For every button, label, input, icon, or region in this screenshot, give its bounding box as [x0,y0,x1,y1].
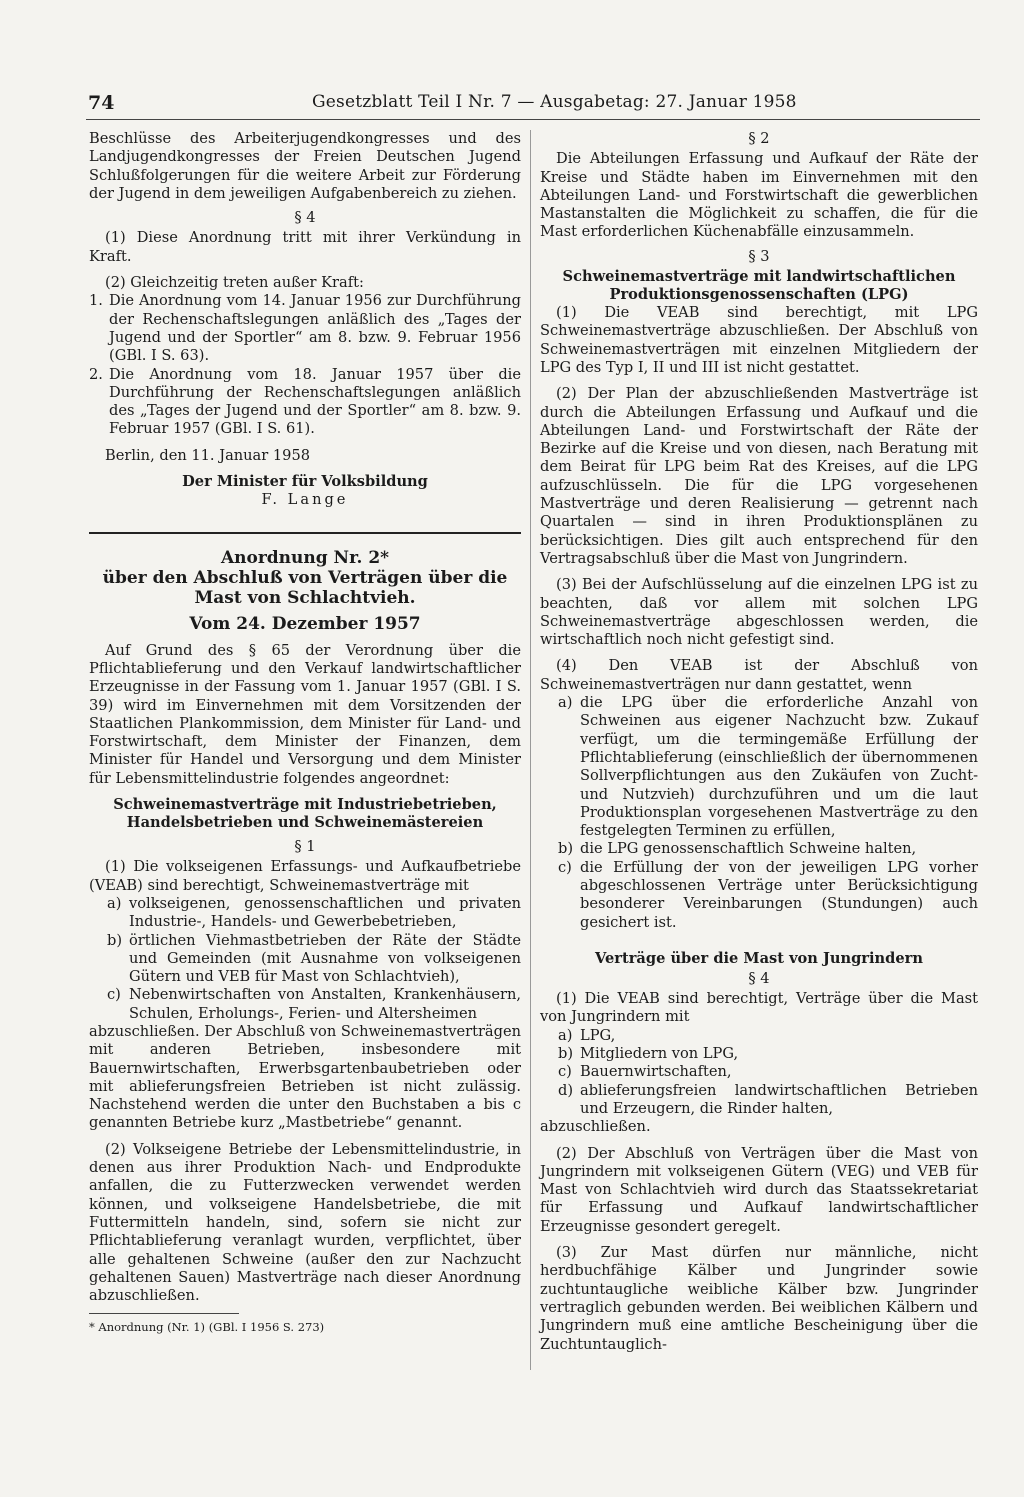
list-item-letter: b) [107,931,123,949]
section-4-heading: § 4 [294,209,316,227]
list-item [540,1045,978,1063]
section-4-paragraph-1-continued: abzuschließen. [540,1118,651,1136]
document-title-line-1: Anordnung Nr. 2* [220,547,390,568]
section-heading-industry: Schweinemastverträge mit Industriebetrieben, Handelsbetrieben und Schweinemästereien [113,796,497,832]
list-item [540,1082,978,1119]
section-4-paragraph-2: (2) Der Abschluß von Verträgen über die Mast von Jungrindern mit volkseigenen Gütern (VEG) und VEB für Mast von Schlachtvieh wird durch das Staatssekretariat für Erfassung und Aufkauf landwirtschaftlicher Erzeugnisse gesondert geregelt. [540,1144,978,1235]
list-item [540,694,978,840]
list-item-letter: a) [107,894,122,912]
list-item [89,895,521,932]
list-item-letter: c) [107,986,121,1004]
list-item-text: die LPG über die erforderliche Anzahl von Schweinen aus eigener Nachzucht bzw. Zukauf verfügt, um die termingemäße Erfüllung der Pflichtablieferung (einschließlich der übernommenen Sollverpflichtungen aus den Zukäufen von Zucht- und Nutzvieh) durchzuführen und um die laut Produktionsplan vorgesehenen Mastverträge zu den festgelegten Terminen zu erfüllen, [580,694,978,840]
section-4-paragraph-1: (1) Diese Anordnung tritt mit ihrer Verkündung in Kraft. [89,229,521,265]
section-2-heading: § 2 [748,130,770,147]
section-4-paragraph-2: (2) Gleichzeitig treten außer Kraft: [105,274,364,292]
footnote: * Anordnung (Nr. 1) (GBl. I 1956 S. 273) [89,1320,325,1335]
signer-name: F. Lange [261,491,349,509]
running-title: Gesetzblatt Teil I Nr. 7 — Ausgabetag: 27. Januar 1958 [312,92,797,112]
list-item-letter: c) [558,858,572,876]
section-4-paragraph-1: (1) Die VEAB sind berechtigt, Verträge über die Mast von Jungrindern mit [540,990,978,1026]
list-item-letter: b) [558,1045,574,1063]
list-item [89,932,521,987]
list-item [89,292,521,365]
section-3-paragraph-2: (2) Der Plan der abzuschließenden Mastverträge ist durch die Abteilungen Erfassung und Aufkauf und die Abteilungen Land- und Forstwirtschaft der Räte der Bezirke auf die Kreise und von diesen, nach Beratung mit dem Beirat für LPG beim Rat des Kreises, auf die LPG aufzuschlüsseln. Die für die LPG vorgesehenen Mastverträge und deren Realisierung — getrennt nach Quartalen — sind in ihren Produktionsplänen zu berücksichtigen. Dies gilt auch entsprechend für den Vertragsabschluß über die Mast von Jungrindern. [540,385,978,567]
section-4-paragraph-3: (3) Zur Mast dürfen nur männliche, nicht herdbuchfähige Kälber und Jungrinder sowie zuchtuntaugliche weibliche Kälber bzw. Jungrinder vertraglich gebunden werden. Bei weiblichen Kälbern und Jungrindern muß eine amtliche Bescheinigung über die Zuchtuntauglich- [540,1244,978,1353]
column-divider [530,130,531,1370]
list-item-number: 2. [89,365,103,383]
section-3-paragraph-1: (1) Die VEAB sind berechtigt, mit LPG Schweinemastverträge abzuschließen. Der Abschluß von Schweinemastverträgen mit einzelnen Mitgliedern der LPG des Typ I, II und III ist nicht gestattet. [540,304,978,376]
list-item [540,859,978,932]
document-date: Vom 24. Dezember 1957 [189,613,421,634]
list-item-number: 1. [89,292,103,310]
list-item [89,366,521,439]
section-3-paragraph-3: (3) Bei der Aufschlüsselung auf die einzelnen LPG ist zu beachten, daß vor allem mit solchen LPG Schweinemastverträge abgeschlossen werden, die wirtschaftlich noch nicht gefestigt sind. [540,576,978,649]
right-column [540,130,978,1354]
page-number: 74 [88,92,115,114]
list-item-letter: a) [558,1026,573,1044]
header-rule [86,119,980,120]
list-item-letter: b) [558,840,574,858]
list-item-text: die Erfüllung der von der jeweiligen LPG vorher abgeschlossenen Verträge unter Berücksichtigung besonderer Vereinbarungen (Stundungen) auch gesichert ist. [580,858,978,931]
section-2-paragraph: Die Abteilungen Erfassung und Aufkauf der Räte der Kreise und Städte haben im Einvernehmen mit den Abteilungen Land- und Forstwirtschaft die gewerblichen Mastanstalten die Möglichkeit zu schaffen, die für die Mast erforderlichen Küchenabfälle einzusammeln. [540,150,978,241]
list-item-text: ablieferungsfreien landwirtschaftlichen Betrieben und Erzeugern, die Rinder halten, [580,1081,978,1117]
list-item-text: Die Anordnung vom 18. Januar 1957 über die Durchführung der Rechenschaftslegungen anläßlich des „Tages der Jugend und der Sportler“ am 8. bzw. 9. Februar 1957 (GBl. I S. 61). [109,365,521,438]
section-4-subheading: Verträge über die Mast von Jungrindern [595,949,923,967]
section-1-heading: § 1 [294,838,316,856]
list-item-letter: a) [558,694,573,712]
preamble: Auf Grund des § 65 der Verordnung über die Pflichtablieferung und den Verkauf landwirtschaftlicher Erzeugnisse in der Fassung vom 1. Januar 1957 (GBl. I S. 39) wird im Einvernehmen mit dem Vorsitzenden der Staatlichen Plankommission, dem Minister für Land- und Forstwirtschaft, dem Minister der Finanzen, dem Minister für Handel und Versorgung und dem Minister für Lebensmittelindustrie folgendes angeordnet: [89,641,521,787]
document-title-line-2: über den Abschluß von Verträgen über die Mast von Schlachtvieh. [102,567,508,608]
list-item [540,840,978,858]
place-date: Berlin, den 11. Januar 1958 [105,446,311,464]
list-item-letter: c) [558,1063,572,1081]
section-3-heading: § 3 [748,247,770,265]
list-item [540,1027,978,1045]
list-item-text: Nebenwirtschaften von Anstalten, Krankenhäusern, Schulen, Erholungs-, Ferien- und Altersheimen [129,986,521,1022]
list-item [540,1063,978,1081]
section-1-paragraph-1-continued: abzuschließen. Der Abschluß von Schweinemastverträgen mit anderen Betrieben, insbesondere mit Bauernwirtschaften, Erwerbsgartenbaubetrieben oder mit ablieferungsfreien Betrieben ist nicht zulässig. Nachstehend werden die unter den Buchstaben a bis c genannten Betriebe kurz „Mastbetriebe“ genannt. [89,1022,521,1132]
list-item [89,986,521,1023]
list-item-letter: d) [558,1081,574,1099]
list-item-text: LPG, [580,1026,616,1044]
section-1-paragraph-2: (2) Volkseigene Betriebe der Lebensmittelindustrie, in denen aus ihrer Produktion Nach- und Endprodukte anfallen, die zu Futterzwecken verwendet werden können, und volkseigene Handelsbetriebe, die mit Futtermitteln handeln, sind, sofern sie nicht zur Pflichtablieferung veranlagt wurden, verpflichtet, über alle gehaltenen Schweine (außer den zur Nachzucht gehaltenen Sauen) Mastverträge nach dieser Anordnung abzuschließen. [89,1140,521,1305]
list-item-text: Die Anordnung vom 14. Januar 1956 zur Durchführung der Rechenschaftslegungen anläßlich des „Tages der Jugend und der Sportler“ am 8. bzw. 9. Februar 1956 (GBl. I S. 63). [109,292,521,365]
intro-paragraph: Beschlüsse des Arbeiterjugendkongresses und des Landjugendkongresses der Freien Deutschen Jugend Schlußfolgerungen für die weitere Arbeit zur Förderung der Jugend in dem jeweiligen Aufgabenbereich zu ziehen. [89,130,521,202]
footnote-rule [89,1313,239,1314]
section-separator [89,532,521,534]
section-3-subheading: Schweinemastverträge mit landwirtschaftlichen Produktionsgenossenschaften (LPG) [562,268,956,304]
section-4-heading: § 4 [748,969,770,987]
list-item-text: örtlichen Viehmastbetrieben der Räte der Städte und Gemeinden (mit Ausnahme von volkseigenen Gütern und VEB für Mast von Schlachtvieh), [129,931,521,986]
list-item-text: Mitgliedern von LPG, [580,1045,739,1063]
list-item-text: volkseigenen, genossenschaftlichen und privaten Industrie-, Handels- und Gewerbebetrieben, [129,894,521,931]
signer-title: Der Minister für Volksbildung [182,473,428,491]
section-1-paragraph-1: (1) Die volkseigenen Erfassungs- und Aufkaufbetriebe (VEAB) sind berechtigt, Schweinemastverträge mit [89,858,521,894]
list-item-text: Bauernwirtschaften, [580,1063,732,1081]
section-3-paragraph-4: (4) Den VEAB ist der Abschluß von Schweinemastverträgen nur dann gestattet, wenn [540,657,978,693]
list-item-text: die LPG genossenschaftlich Schweine halten, [580,840,917,858]
left-column [89,130,521,1337]
